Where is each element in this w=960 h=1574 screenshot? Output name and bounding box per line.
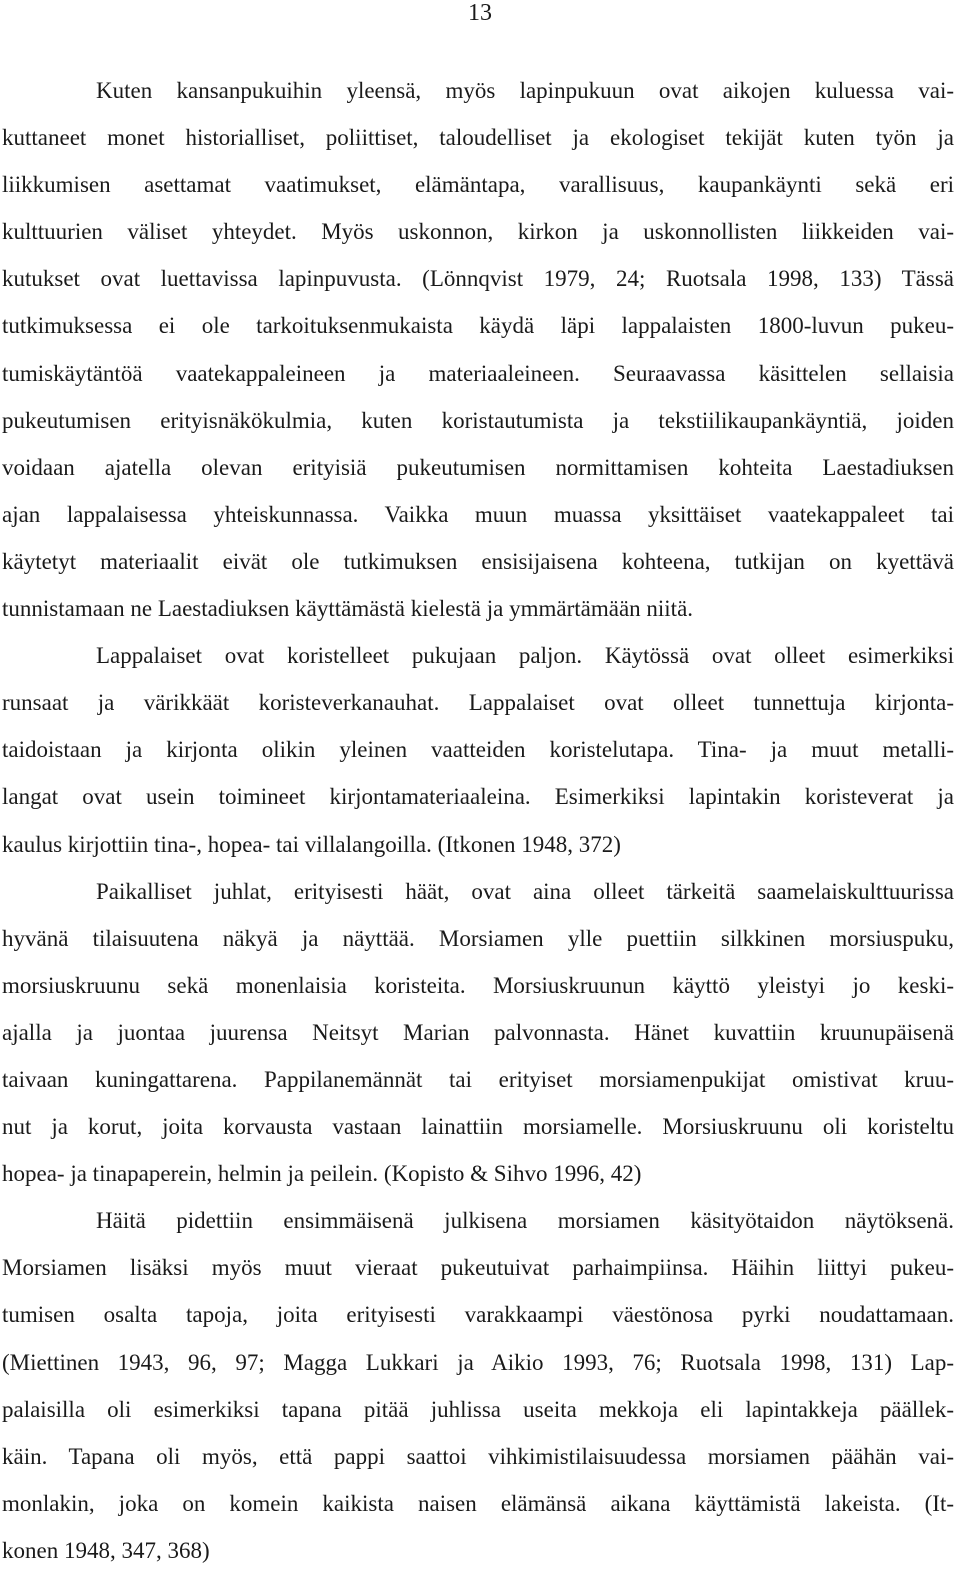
- text-line: kuttaneet monet historialliset, poliittiset, taloudelliset ja ekologiset tekijät kuten työn ja: [2, 125, 954, 151]
- text-line: taidoistaan ja kirjonta olikin yleinen vaatteiden koristelutapa. Tina- ja muut metalli-: [2, 737, 954, 763]
- text-line: palaisilla oli esimerkiksi tapana pitää juhlissa useita mekkoja eli lapintakkeja päällek-: [2, 1396, 954, 1422]
- text-line: käytetyt materiaalit eivät ole tutkimuksen ensisijaisena kohteena, tutkijan on kyettävä: [2, 548, 954, 574]
- text-line: morsiuskruunu sekä monenlaisia koristeita. Morsiuskruunun käyttö yleistyi jo keski-: [2, 972, 954, 998]
- text-line: tumisen osalta tapoja, joita erityisesti varakkaampi väestönosa pyrki noudattamaan.: [2, 1302, 954, 1328]
- text-line: Paikalliset juhlat, erityisesti häät, ovat aina olleet tärkeitä saamelaiskulttuurissa: [96, 878, 954, 904]
- text-line: liikkumisen asettamat vaatimukset, elämäntapa, varallisuus, kaupankäynti sekä eri: [2, 172, 954, 198]
- text-line: nut ja korut, joita korvausta vastaan lainattiin morsiamelle. Morsiuskruunu oli koristeltu: [2, 1114, 954, 1140]
- paragraph-4: [2, 1197, 954, 1574]
- paragraph-3: [2, 868, 954, 1198]
- page-number: 13: [468, 0, 492, 26]
- text-line: tumiskäytäntöä vaatekappaleineen ja materiaaleineen. Seuraavassa käsittelen sellaisia: [2, 360, 954, 386]
- text-line: kutukset ovat luettavissa lapinpuvusta. (Lönnqvist 1979, 24; Ruotsala 1998, 133) Tässä: [2, 266, 954, 292]
- text-line: kaulus kirjottiin tina-, hopea- tai villalangoilla. (Itkonen 1948, 372): [2, 831, 621, 857]
- text-line: ajan lappalaisessa yhteiskunnassa. Vaikka muun muassa yksittäiset vaatekappaleet tai: [2, 501, 954, 527]
- text-line: (Miettinen 1943, 96, 97; Magga Lukkari ja Aikio 1993, 76; Ruotsala 1998, 131) Lap-: [2, 1349, 954, 1375]
- text-line: voidaan ajatella olevan erityisiä pukeutumisen normittamisen kohteita Laestadiuksen: [2, 454, 954, 480]
- text-line: pukeutumisen erityisnäkökulmia, kuten koristautumista ja tekstiilikaupankäyntiä, joiden: [2, 407, 954, 433]
- text-line: ajalla ja juontaa juurensa Neitsyt Marian palvonnasta. Hänet kuvattiin kruunupäisenä: [2, 1019, 954, 1045]
- text-line: Kuten kansanpukuihin yleensä, myös lapinpukuun ovat aikojen kuluessa vai-: [96, 78, 954, 103]
- text-line: Morsiamen lisäksi myös muut vieraat pukeutuivat parhaimpiinsa. Häihin liittyi pukeu-: [2, 1255, 954, 1281]
- text-line: langat ovat usein toimineet kirjontamateriaaleina. Esimerkiksi lapintakin koristeverat ja: [2, 784, 954, 810]
- text-line: runsaat ja värikkäät koristeverkanauhat. Lappalaiset ovat olleet tunnettuja kirjonta-: [2, 690, 954, 716]
- text-line: konen 1948, 347, 368): [2, 1537, 210, 1563]
- paragraph-1: [2, 67, 954, 632]
- text-line: hyvänä tilaisuutena näkyä ja näyttää. Morsiamen ylle puettiin silkkinen morsiuspuku,: [2, 925, 954, 951]
- text-line: taivaan kuningattarena. Pappilanemännät tai erityiset morsiamenpukijat omistivat kruu-: [2, 1066, 954, 1092]
- text-line: Häitä pidettiin ensimmäisenä julkisena morsiamen käsityötaidon näytöksenä.: [96, 1208, 954, 1234]
- text-line: Lappalaiset ovat koristelleet pukujaan paljon. Käytössä ovat olleet esimerkiksi: [96, 643, 954, 669]
- text-line: tutkimuksessa ei ole tarkoituksenmukaista käydä läpi lappalaisten 1800-luvun pukeu-: [2, 313, 954, 339]
- text-line: kulttuurien väliset yhteydet. Myös uskonnon, kirkon ja uskonnollisten liikkeiden vai-: [2, 219, 954, 245]
- document-body: [2, 67, 954, 1574]
- text-line: hopea- ja tinapaperein, helmin ja peilein. (Kopisto & Sihvo 1996, 42): [2, 1161, 642, 1187]
- text-line: monlakin, joka on komein kaikista naisen elämänsä aikana käyttämistä lakeista. (It-: [2, 1490, 954, 1516]
- text-line: käin. Tapana oli myös, että pappi saattoi vihkimistilaisuudessa morsiamen päähän vai-: [2, 1443, 954, 1469]
- text-line: tunnistamaan ne Laestadiuksen käyttämästä kielestä ja ymmärtämään niitä.: [2, 596, 694, 622]
- paragraph-2: [2, 632, 954, 867]
